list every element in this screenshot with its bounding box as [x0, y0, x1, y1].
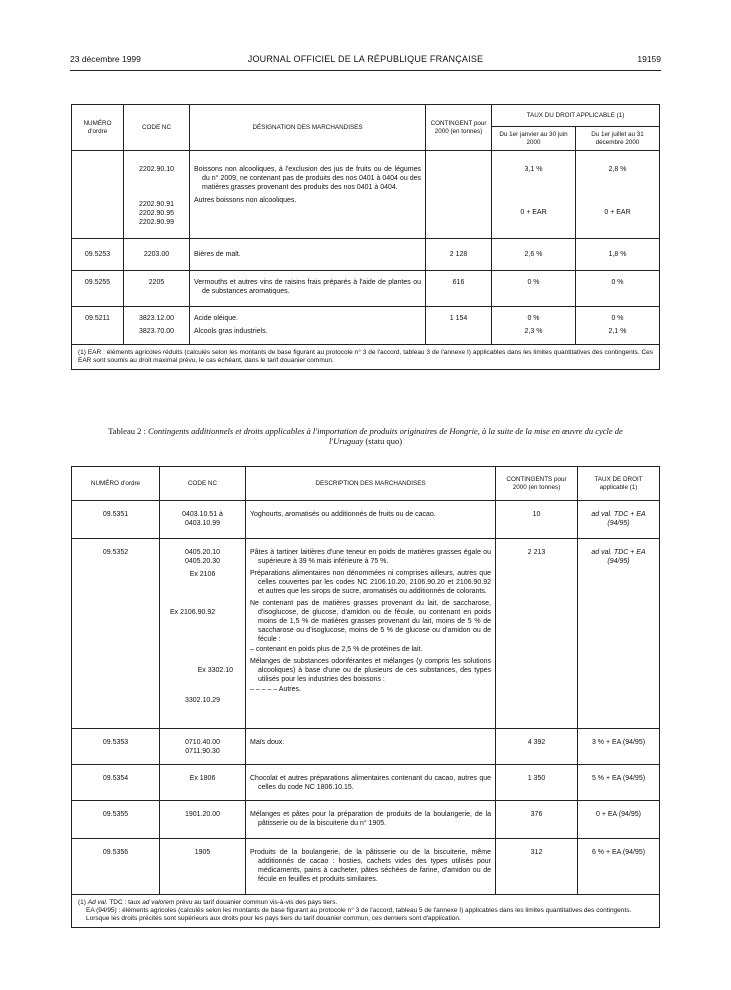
- table-2: [71, 466, 660, 928]
- t2-header-description: DESCRIPTION DES MARCHANDISES: [246, 467, 496, 501]
- t1-header-periode2: Du 1er juillet au 31 décembre 2000: [576, 127, 660, 151]
- t1-header-numero: NUMÉRO d'ordre: [72, 105, 124, 151]
- t2-num: 09.5355: [72, 801, 160, 839]
- t1-header-contingent: CONTINGENT pour 2000 (en tonnes): [426, 105, 492, 151]
- t2-num: 09.5356: [72, 839, 160, 895]
- t2-num: 09.5352: [72, 539, 160, 729]
- t2-footnote-3: Lorsque les droits précités sont supérieurs aux droits pour les pays tiers du tarif douanier commun, ces derniers sont d'application.: [86, 915, 461, 922]
- t2-code: 0710.40.00 0711.90.30: [160, 729, 246, 765]
- table-row: [72, 765, 660, 801]
- t2-footnotes: [72, 895, 660, 928]
- t1-footnote: (1) EAR : éléments agricoles réduits (calculés selon les montants de base figurant au protocole n° 3 de l'accord, tableau 3 de l'annexe I) applicables dans les limites quantitatives des contingents. Ces EAR sont soumis au droit maximal prévu, le cas échéant, dans le tarif douanier commun.: [72, 345, 660, 370]
- t2-cont: 2 213: [496, 539, 578, 729]
- t1-desc: Vermouths et autres vins de raisins frais préparés à l'aide de plantes ou de substances aromatiques.: [190, 271, 426, 307]
- t2-num: 09.5354: [72, 765, 160, 801]
- t2-header-numero: NUMÉRO d'ordre: [72, 467, 160, 501]
- t1-taux1: 0 %: [492, 271, 576, 307]
- table-row: [72, 801, 660, 839]
- t2-header-contingents: CONTINGENTS pour 2000 (en tonnes): [496, 467, 578, 501]
- t1-taux2: 0 %: [576, 271, 660, 307]
- table-2-caption: Tableau 2 : Contingents additionnels et droits applicables à l'importation de produits originaires de Hongrie, à la suite de la mise en œuvre du cycle de l'Uruguay (statu quo): [108, 426, 623, 446]
- t2-taux: 0 + EA (94/95): [578, 801, 660, 839]
- t1-header-code: CODE NC: [124, 105, 190, 151]
- t2-header-code: CODE NC: [160, 467, 246, 501]
- t2-taux: 6 % + EA (94/95): [578, 839, 660, 895]
- t2-desc: Maïs doux.: [246, 729, 496, 765]
- t2-code: 0405.20.10 0405.20.30 Ex 2106 Ex 2106.90.92 Ex 3302.10 3302.10.29: [160, 539, 246, 729]
- t1-code: 3823.12.00 3823.70.00: [124, 307, 190, 345]
- t2-cont: 312: [496, 839, 578, 895]
- t2-taux: ad val. TDC + EA (94/95): [578, 501, 660, 539]
- t2-header-taux: TAUX DE DROIT applicable (1): [578, 467, 660, 501]
- header-journal-title: JOURNAL OFFICIEL DE LA RÉPUBLIQUE FRANÇAISE: [247, 54, 484, 64]
- t2-code: 1905: [160, 839, 246, 895]
- t1-taux1: 2,6 %: [492, 239, 576, 271]
- t1-code: 2205: [124, 271, 190, 307]
- t1-desc: Acide oléique. Alcools gras industriels.: [190, 307, 426, 345]
- table-row: [72, 239, 660, 271]
- page-header: [70, 54, 661, 70]
- table-row: [72, 839, 660, 895]
- t2-code: 1901.20.00: [160, 801, 246, 839]
- t1-taux2: 0 % 2,1 %: [576, 307, 660, 345]
- t2-desc: Produits de la boulangerie, de la pâtisserie ou de la biscuiterie, même additionnés de cacao : hosties, cachets vides des types utilisés pour médicaments, pains à cacheter, pâtes séchées de farine, d'amidon ou de fécule en feuilles et produits similaires.: [246, 839, 496, 895]
- t2-num: 09.5353: [72, 729, 160, 765]
- t2-desc: Chocolat et autres préparations alimentaires contenant du cacao, autres que celles du code NC 1806.10.15.: [246, 765, 496, 801]
- table-row: [72, 307, 660, 345]
- t1-desc: Boissons non alcooliques, à l'exclusion des jus de fruits ou de légumes du n° 2009, ne contenant pas de produits des nos 0401 à 0404 ou des matières grasses provenant des produits des nos 0401 à 0404. Autres boissons non alcooliques.: [190, 151, 426, 239]
- t1-num: 09.5255: [72, 271, 124, 307]
- t2-footnote-2: EA (94/95) : éléments agricoles (calculés selon les montants de base figurant au protocole n° 3 de l'accord, tableau 5 de l'annexe I) applicables dans les limites quantitatives des contingents.: [86, 907, 632, 914]
- t2-num: 09.5351: [72, 501, 160, 539]
- t1-cont: 2 128: [426, 239, 492, 271]
- t1-code: 2202.90.10 2202.90.91 2202.90.95 2202.90.99: [124, 151, 190, 239]
- t1-header-designation: DÉSIGNATION DES MARCHANDISES: [190, 105, 426, 151]
- t1-desc: Bières de malt.: [190, 239, 426, 271]
- t2-cont: 10: [496, 501, 578, 539]
- t1-num: [72, 151, 124, 239]
- table-1: [71, 104, 660, 370]
- t2-taux: 3 % + EA (94/95): [578, 729, 660, 765]
- table-row: [72, 271, 660, 307]
- t2-code: 0403.10.51 à 0403.10.99: [160, 501, 246, 539]
- t1-header-taux: TAUX DU DROIT APPLICABLE (1): [492, 105, 660, 127]
- header-rule: [70, 70, 661, 71]
- t1-cont: 1 154: [426, 307, 492, 345]
- t2-cont: 4 392: [496, 729, 578, 765]
- t1-taux2: 2,8 % 0 + EAR: [576, 151, 660, 239]
- header-page-number: 19159: [637, 54, 661, 64]
- t1-taux1: 3,1 % 0 + EAR: [492, 151, 576, 239]
- table-row: [72, 151, 660, 239]
- t2-code: Ex 1806: [160, 765, 246, 801]
- t2-cont: 376: [496, 801, 578, 839]
- t1-code: 2203.00: [124, 239, 190, 271]
- t1-num: 09.5211: [72, 307, 124, 345]
- table-row: [72, 539, 660, 729]
- t1-header-periode1: Du 1er janvier au 30 juin 2000: [492, 127, 576, 151]
- t1-taux1: 0 % 2,3 %: [492, 307, 576, 345]
- table-row: [72, 501, 660, 539]
- t2-desc: Pâtes à tartiner laitières d'une teneur en poids de matières grasses égale ou supérieure à 39 % mais inférieure à 75 %. Préparations alimentaires non dénommées ni comprises ailleurs, autres que celles couvertes par les codes NC 2106.10.20, 2106.90.20 et 2106.90.92 et autres que les sirops de sucre, aromatisés ou additionnés de colorants. Ne contenant pas de matières grasses provenant du lait, de saccharose, d'isoglucose, de glucose, d'amidon ou de fécule, ou contenant en poids moins de 1,5 % de matières grasses provenant du lait, moins de 5 % de saccharose ou d'isoglucose, moins de 5 % de glucose ou d'amidon ou de fécule : – contenant en poids plus de 2,5 % de protéines de lait. Mélanges de substances odoriférantes et mélanges (y compris les solutions alcooliques) à base d'une ou de plusieurs de ces substances, des types utilisés pour les industries des boissons : – – – – – Autres.: [246, 539, 496, 729]
- t1-cont: 616: [426, 271, 492, 307]
- t1-num: 09.5253: [72, 239, 124, 271]
- table-row: [72, 729, 660, 765]
- t2-taux: ad val. TDC + EA (94/95): [578, 539, 660, 729]
- t1-cont: [426, 151, 492, 239]
- t2-desc: Mélanges et pâtes pour la préparation de produits de la boulangerie, de la pâtisserie ou de la biscuiterie du n° 1905.: [246, 801, 496, 839]
- t2-footnote-1: (1) Ad val. TDC : taux ad valorem prévu au tarif douanier commun vis-à-vis des pays tiers.: [78, 899, 338, 906]
- t2-taux: 5 % + EA (94/95): [578, 765, 660, 801]
- t2-cont: 1 350: [496, 765, 578, 801]
- t2-desc: Yoghourts, aromatisés ou additionnés de fruits ou de cacao.: [246, 501, 496, 539]
- header-date: 23 décembre 1999: [70, 54, 141, 64]
- t1-taux2: 1,8 %: [576, 239, 660, 271]
